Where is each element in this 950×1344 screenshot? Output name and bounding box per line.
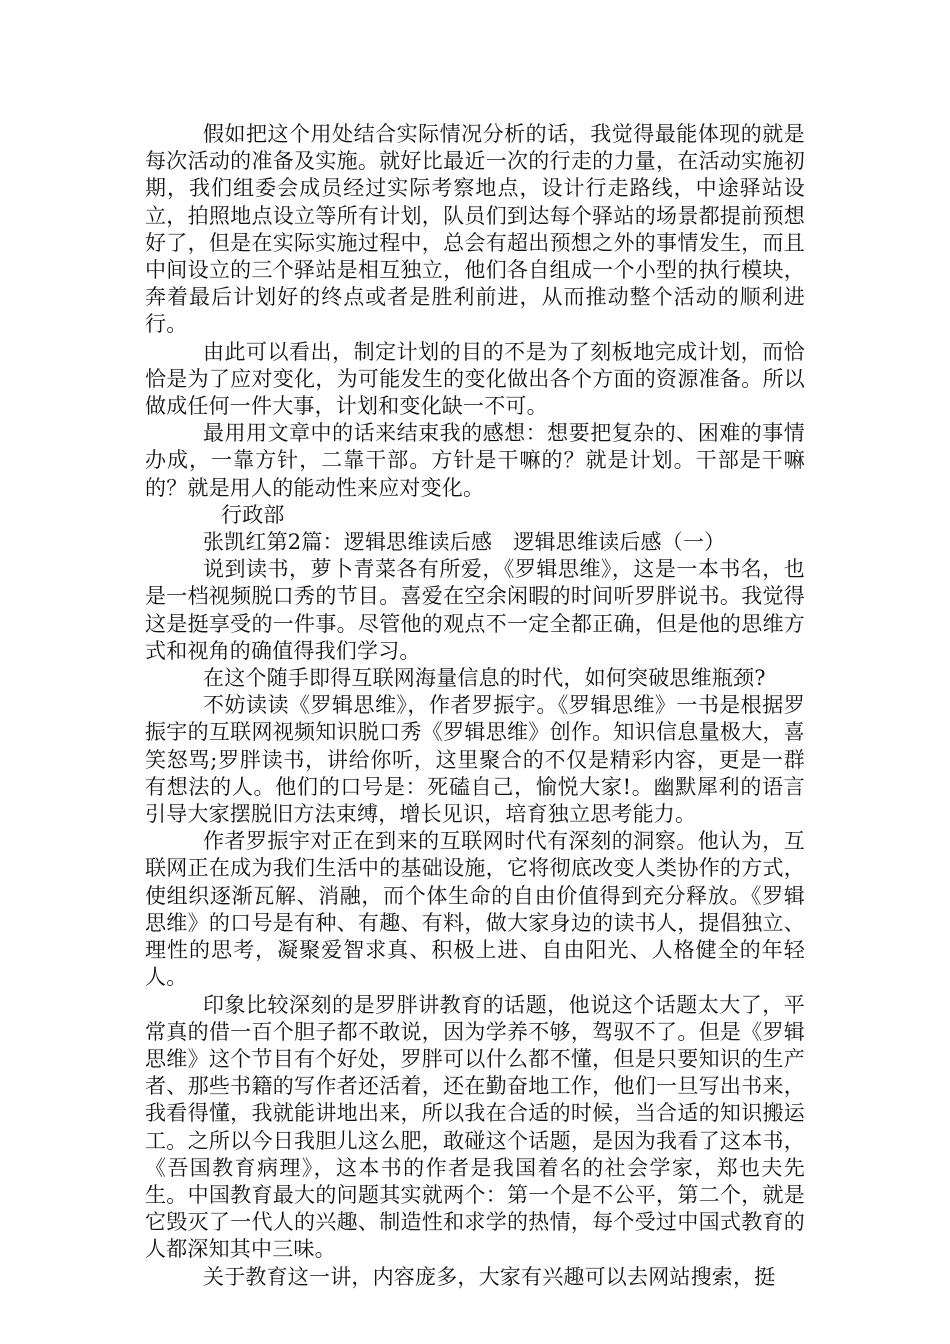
- document-body: [145, 121, 805, 1291]
- paragraph-plan-purpose: 由此可以看出，制定计划的目的不是为了刻板地完成计划，而恰恰是为了应对变化，为可能发生的变化做出各个方面的资源准备。所以做成任何一件大事，计划和变化缺一不可。: [145, 339, 805, 419]
- department-label: 行政部: [221, 502, 285, 527]
- paragraph-author-insight: 作者罗振宇对正在到来的互联网时代有深刻的洞察。他认为，互联网正在成为我们生活中的基础设施，它将彻底改变人类协作的方式，使组织逐渐瓦解、消融，而个体生命的自由价值得到充分释放。《罗辑思维》的口号是有种、有趣、有料，做大家身边的读书人，提倡独立、理性的思考，凝聚爱智求真、积极上进、自由阳光、人格健全的年轻人。: [145, 829, 805, 990]
- section-title: 张凯红第2篇：逻辑思维读后感 逻辑思维读后感（一）: [203, 530, 726, 555]
- paragraph-conclusion: 最用用文章中的话来结束我的感想：想要把复杂的、困难的事情办成，一靠方针，二靠干部。方针是干嘛的？就是计划。干部是干嘛的？就是用人的能动性来应对变化。: [145, 421, 805, 500]
- paragraph-education-more: 关于教育这一讲，内容庞多，大家有兴趣可以去网站搜索，挺: [203, 1264, 776, 1289]
- paragraph-plan-implementation: 假如把这个用处结合实际情况分析的话，我觉得最能体现的就是每次活动的准备及实施。就好比最近一次的行走的力量，在活动实施初期，我们组委会成员经过实际考察地点，设计行走路线，中途驿站设立，拍照地点设立等所有计划，队员们到达每个驿站的场景都提前预想好了，但是在实际实施过程中，总会有超出预想之外的事情发生，而且中间设立的三个驿站是相互独立，他们各自组成一个小型的执行模块，奔着最后计划好的终点或者是胜利前进，从而推动整个活动的顺利进行。: [145, 122, 805, 337]
- paragraph-education-topic: 印象比较深刻的是罗胖讲教育的话题，他说这个话题太大了，平常真的借一百个胆子都不敢说，因为学养不够，驾驭不了。但是《罗辑思维》这个节目有个好处，罗胖可以什么都不懂，但是只要知识的生产者、那些书籍的写作者还活着，还在勤奋地工作，他们一旦写出书来，我看得懂，我就能讲地出来，所以我在合适的时候，当合适的知识搬运工。之所以今日我胆儿这么肥，敢碰这个话题，是因为我看了这本书，《吾国教育病理》，这本书的作者是我国着名的社会学家，郑也夫先生。中国教育最大的问题其实就两个：第一个是不公平，第二个，就是它毁灭了一代人的兴趣、制造性和求学的热情，每个受过中国式教育的人都深知其中三味。: [145, 992, 805, 1262]
- paragraph-book-intro: 不妨读读《罗辑思维》，作者罗振宇。《罗辑思维》一书是根据罗振宇的互联网视频知识脱口秀《罗辑思维》创作。知识信息量极大，喜笑怒骂;罗胖读书，讲给你听，这里聚合的不仅是精彩内容，更是一群有想法的人。他们的口号是：死磕自己，愉悦大家!。幽默犀利的语言引导大家摆脱旧方法束缚，增长见识，培育独立思考能力。: [145, 693, 805, 827]
- paragraph-question: 在这个随手即得互联网海量信息的时代，如何突破思维瓶颈?: [203, 666, 766, 691]
- paragraph-reading-intro: 说到读书，萝卜青菜各有所爱，《罗辑思维》，这是一本书名，也是一档视频脱口秀的节目。喜爱在空余闲暇的时间听罗胖说书。我觉得这是挺享受的一件事。尽管他的观点不一定全都正确，但是他的思维方式和视角的确值得我们学习。: [145, 557, 805, 663]
